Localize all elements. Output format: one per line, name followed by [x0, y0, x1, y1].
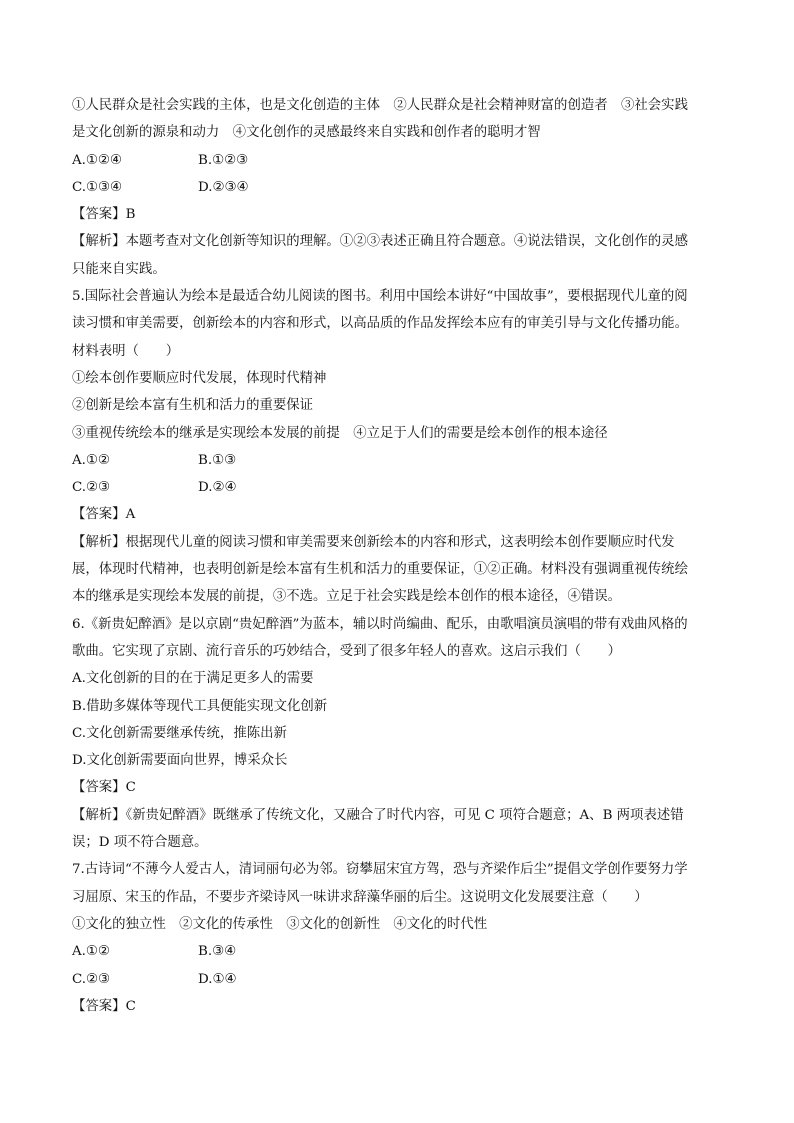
q7-stem-line-1: 7.古诗词“不薄今人爱古人，清词丽句必为邻。窃攀屈宋宜方驾，恐与齐梁作后尘”提倡文学创作要努力学: [72, 862, 688, 878]
q7-answer: [72, 993, 722, 1020]
analysis-label: 【解析】: [72, 234, 126, 250]
q5-option-a: A.①②: [72, 452, 110, 468]
q6-stem-line-1: 6.《新贵妃醉酒》是以京剧“贵妃醉酒”为蓝本，辅以时尚编曲、配乐，由歌唱演员演唱的带有戏曲风格的: [72, 616, 688, 632]
q6-analysis-line-1: [72, 802, 722, 829]
q6-answer: [72, 774, 722, 801]
q5-answer: [72, 501, 722, 528]
answer-label: 【答案】: [72, 207, 126, 223]
answer-label: 【答案】: [72, 998, 126, 1014]
q5-analysis-line-3: 本的继承是实现绘本发展的前提，③不选。立足于社会实践是绘本创作的根本途径，④错误。: [72, 589, 622, 605]
document-page: [72, 92, 722, 1020]
analysis-label: 【解析】: [72, 807, 126, 823]
q4-option-d: D.②③④: [198, 179, 249, 195]
q4-option-a: A.①②④: [72, 152, 122, 168]
q5-option-b: B.①③: [198, 452, 237, 468]
q5-options-row-1: [72, 447, 722, 474]
q4-statement-line-1: ①人民群众是社会实践的主体，也是文化创造的主体 ②人民群众是社会精神财富的创造者 ③社会实践: [72, 98, 688, 113]
q5-stem-line-3: 材料表明（ ）: [72, 343, 180, 359]
q5-stem-line-1: 5.国际社会普遍认为绘本是最适合幼儿阅读的图书。利用中国绘本讲好“中国故事”，要根据现代儿童的阅: [72, 289, 688, 305]
analysis-text: 《新贵妃醉酒》既继承了传统文化，又融合了时代内容，可见 C 项符合题意；A、B 两项表述错: [125, 807, 684, 823]
q6-option-a: A.文化创新的目的在于满足更多人的需要: [72, 671, 314, 687]
analysis-label: 【解析】: [72, 534, 126, 550]
q6-option-b: B.借助多媒体等现代工具便能实现文化创新: [72, 698, 328, 714]
q5-option-d: D.②④: [198, 480, 237, 496]
answer-value: C: [125, 998, 136, 1014]
q7-option-a: A.①②: [72, 944, 110, 960]
q4-answer: [72, 201, 722, 228]
q5-analysis-line-1: [72, 529, 722, 556]
answer-value: C: [125, 780, 136, 796]
q5-statement-3: ③重视传统绘本的继承是实现绘本发展的前提 ④立足于人们的需要是绘本创作的根本途径: [72, 425, 608, 441]
q4-options-row-2: [72, 174, 722, 201]
analysis-text: 本题考查对文化创新等知识的理解。①②③表述正确且符合题意。④说法错误，文化创作的灵感: [125, 234, 688, 250]
answer-label: 【答案】: [72, 507, 126, 523]
q6-stem-line-2: 歌曲。它实现了京剧、流行音乐的巧妙结合，受到了很多年轻人的喜欢。这启示我们（ ）: [72, 643, 622, 659]
answer-value: A: [125, 507, 136, 523]
q4-analysis-line-2: 只能来自实践。: [72, 261, 166, 277]
q7-stem-line-2: 习屈原、宋玉的作品，不要步齐梁诗风一味讲求辞藻华丽的后尘。这说明文化发展要注意（ ）: [72, 889, 648, 905]
q6-option-c: C.文化创新需要继承传统，推陈出新: [72, 725, 287, 741]
q5-analysis-line-2: 展，体现时代精神，也表明创新是绘本富有生机和活力的重要保证，①②正确。材料没有强调重视传统绘: [72, 562, 688, 578]
q5-option-c: C.②③: [72, 480, 111, 496]
q7-options-row-2: [72, 966, 722, 993]
q4-option-b: B.①②③: [198, 152, 249, 168]
q7-option-d: D.①④: [198, 971, 237, 987]
q4-analysis-line-1: [72, 228, 722, 255]
q4-options-row-1: [72, 147, 722, 174]
q7-option-b: B.③④: [198, 944, 237, 960]
q4-statement-line-2: 是文化创新的源泉和动力 ④文化创作的灵感最终来自实践和创作者的聪明才智: [72, 125, 541, 141]
q7-statements: ①文化的独立性 ②文化的传承性 ③文化的创新性 ④文化的时代性: [72, 916, 488, 932]
q6-analysis-line-2: 误；D 项不符合题意。: [72, 835, 208, 851]
answer-value: B: [125, 207, 136, 223]
answer-label: 【答案】: [72, 780, 126, 796]
analysis-text: 根据现代儿童的阅读习惯和审美需要来创新绘本的内容和形式，这表明绘本创作要顺应时代发: [125, 534, 675, 550]
q5-statement-1: ①绘本创作要顺应时代发展，体现时代精神: [72, 370, 327, 386]
q6-option-d: D.文化创新需要面向世界，博采众长: [72, 753, 288, 769]
q5-statement-2: ②创新是绘本富有生机和活力的重要保证: [72, 398, 314, 414]
q5-options-row-2: [72, 474, 722, 501]
q5-stem-line-2: 读习惯和审美需要，创新绘本的内容和形式，以高品质的作品发挥绘本应有的审美引导与文化传播功能。: [72, 316, 688, 332]
q7-option-c: C.②③: [72, 971, 111, 987]
q4-option-c: C.①③④: [72, 179, 123, 195]
q7-options-row-1: [72, 938, 722, 965]
